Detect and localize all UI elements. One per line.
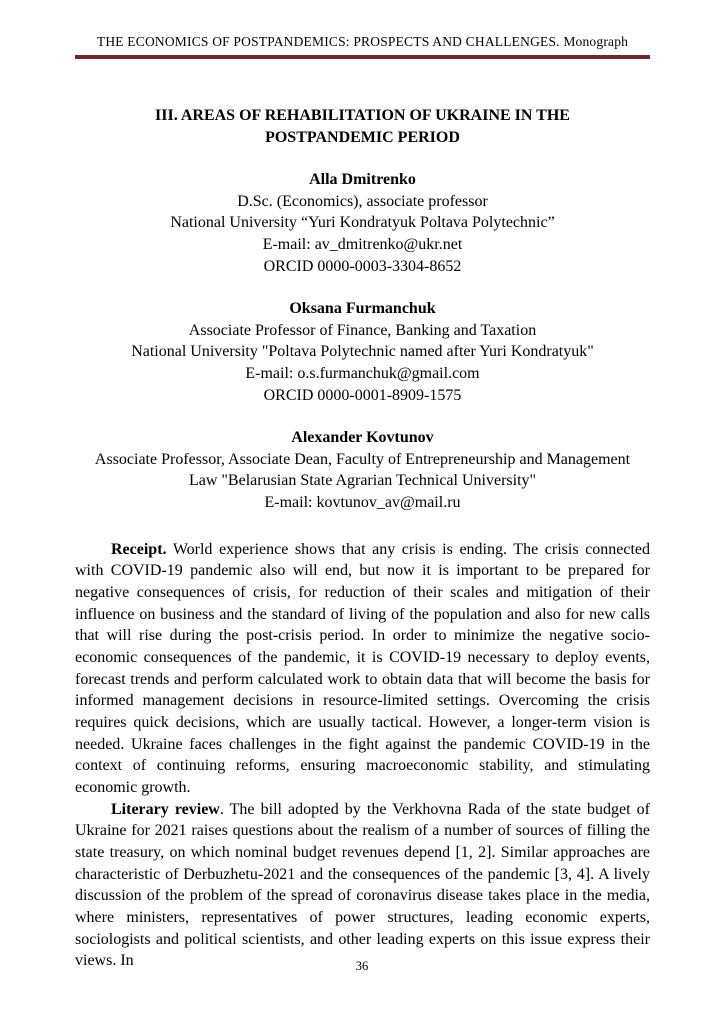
author-degree: D.Sc. (Economics), associate professor xyxy=(237,192,488,210)
paragraph-literary-review xyxy=(75,799,650,972)
author-orcid: ORCID 0000-0001-8909-1575 xyxy=(263,386,462,404)
author-affiliation: National University "Poltava Polytechnic named after Yuri Kondratyuk" xyxy=(131,343,594,361)
chapter-title-line1: III. AREAS OF REHABILITATION OF UKRAINE IN THE xyxy=(155,107,570,124)
author-name: Alla Dmitrenko xyxy=(309,171,416,189)
author-email: E-mail: o.s.furmanchuk@gmail.com xyxy=(245,364,480,382)
author-block-dmitrenko xyxy=(75,169,650,277)
chapter-title xyxy=(75,105,650,148)
chapter-title-line2: POSTPANDEMIC PERIOD xyxy=(265,128,460,146)
paragraph-receipt xyxy=(75,539,650,799)
page-number: 36 xyxy=(355,959,369,973)
running-header-text: THE ECONOMICS OF POSTPANDEMICS: PROSPECTS AND CHALLENGES. Monograph xyxy=(96,34,629,49)
author-affiliation: Law "Belarusian State Agrarian Technical University" xyxy=(188,472,537,490)
author-block-furmanchuk xyxy=(75,298,650,406)
author-email: E-mail: av_dmitrenko@ukr.net xyxy=(262,235,463,253)
author-orcid: ORCID 0000-0003-3304-8652 xyxy=(263,257,462,275)
author-name: Oksana Furmanchuk xyxy=(289,300,436,318)
running-header xyxy=(75,34,650,59)
header-rule xyxy=(75,55,650,59)
author-position: Associate Professor, Associate Dean, Faculty of Entrepreneurship and Management xyxy=(94,450,631,468)
author-affiliation: National University “Yuri Kondratyuk Poltava Polytechnic” xyxy=(170,214,555,232)
body-text xyxy=(75,539,650,972)
paragraph-lead: Literary review xyxy=(111,800,220,818)
paragraph-text: World experience shows that any crisis is ending. The crisis connected with COVID-19 pandemic also will end, but now it is important to be prepared for negative consequences of crisis, for reduction of their scales and mitigation of their influence on business and the standard of living of the population and also for new calls that will rise during the post-crisis period. In order to minimize the negative socio-economic consequences of the pandemic, it is COVID-19 necessary to deploy events, forecast trends and perform calculated work to obtain data that will become the basis for informed management decisions in resource-limited settings. Overcoming the crisis requires quick decisions, which are usually tactical. However, a longer-term vision is needed. Ukraine faces challenges in the fight against the pandemic COVID-19 in the context of continuing reforms, ensuring macroeconomic stability, and stimulating economic growth. xyxy=(75,540,650,796)
author-email: E-mail: kovtunov_av@mail.ru xyxy=(264,493,461,511)
author-position: Associate Professor of Finance, Banking and Taxation xyxy=(188,321,537,339)
paragraph-lead: Receipt. xyxy=(111,540,167,558)
paragraph-text: . The bill adopted by the Verkhovna Rada of the state budget of Ukraine for 2021 raises questions about the realism of a number of sources of filling the state treasury, on which nominal budget revenues depend [1, 2]. Similar approaches are characteristic of Derbuzhetu-2021 and the consequences of the pandemic [3, 4]. A lively discussion of the problem of the spread of coronavirus disease takes place in the media, where ministers, representatives of power structures, leading economic experts, sociologists and political scientists, and other leading experts on this issue express their views. In xyxy=(75,800,650,970)
author-block-kovtunov xyxy=(75,427,650,513)
author-name: Alexander Kovtunov xyxy=(291,429,434,447)
